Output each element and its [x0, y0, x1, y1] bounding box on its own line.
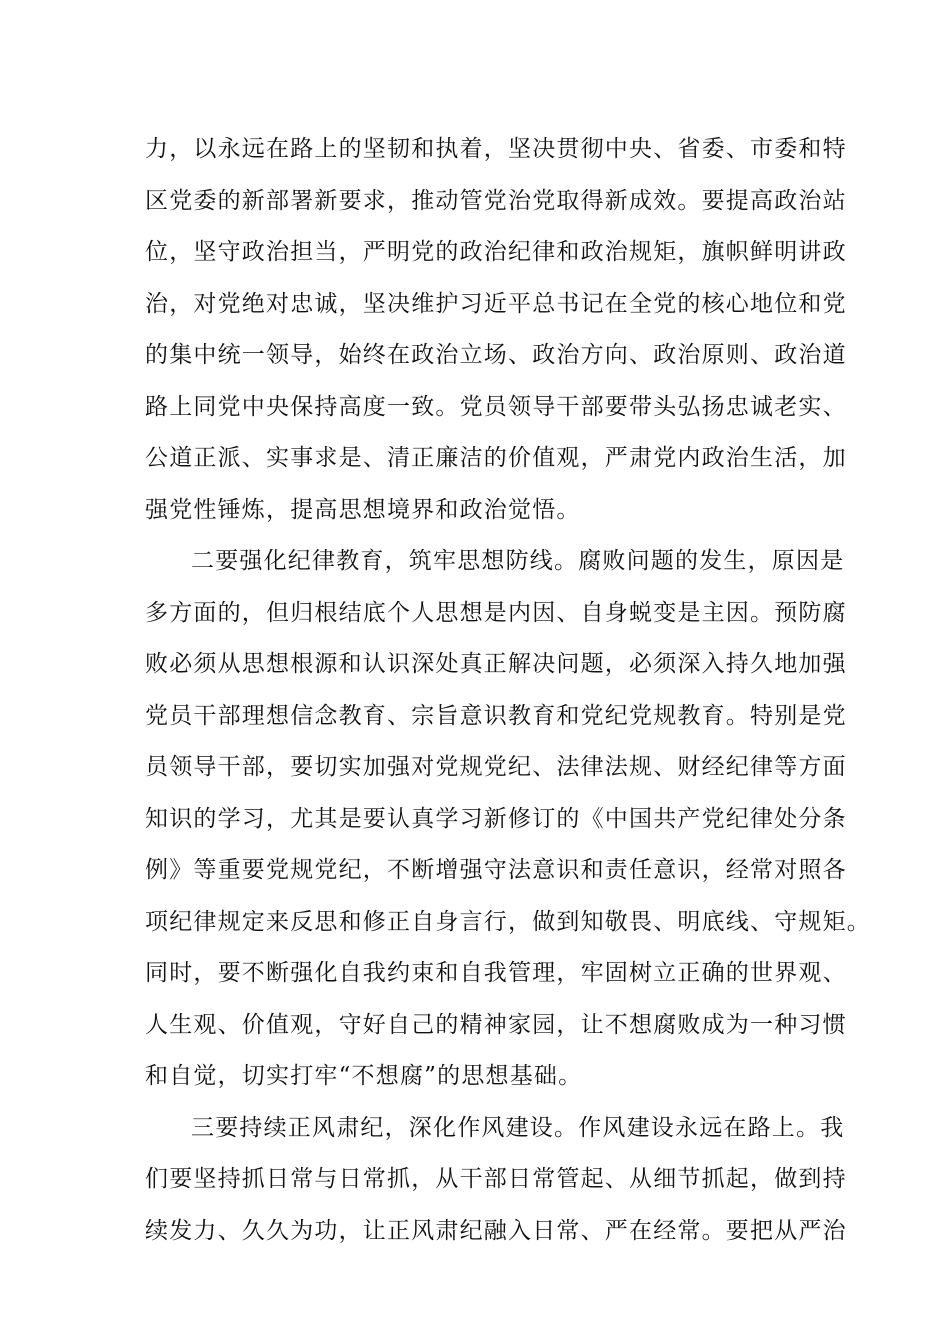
text-line: 公道正派、实事求是、清正廉洁的价值观，严肃党内政治生活，加 [145, 445, 847, 471]
text-line: 党员干部理想信念教育、宗旨意识教育和党纪党规教育。特别是党 [145, 702, 847, 729]
text-line: 路上同党中央保持高度一致。党员领导干部要带头弘扬忠诚老实、 [145, 393, 847, 420]
text-line: 力，以永远在路上的坚韧和执着，坚决贯彻中央、省委、市委和特 [145, 136, 847, 162]
text-line: 的集中统一领导，始终在政治立场、政治方向、政治原则、政治道 [145, 342, 847, 368]
text-line: 和自觉，切实打牢“不想腐”的思想基础。 [145, 1063, 583, 1089]
text-line: 治，对党绝对忠诚，坚决维护习近平总书记在全党的核心地位和党 [145, 290, 847, 317]
text-line: 项纪律规定来反思和修正自身言行，做到知敬畏、明底线、守规矩。 [145, 908, 871, 935]
paragraph [145, 536, 871, 1103]
text-line: 例》等重要党规党纪，不断增强守法意识和责任意识，经常对照各 [145, 857, 847, 883]
text-line: 三要持续正风肃纪，深化作风建设。作风建设永远在路上。我 [191, 1114, 845, 1141]
text-line: 人生观、价值观，守好自己的精神家园，让不想腐败成为一种习惯 [145, 1011, 847, 1038]
text-line: 同时，要不断强化自我约束和自我管理，牢固树立正确的世界观、 [145, 960, 847, 986]
text-line: 多方面的，但归根结底个人思想是内因、自身蜕变是主因。预防腐 [145, 599, 847, 626]
text-line: 员领导干部，要切实加强对党规党纪、法律法规、财经纪律等方面 [145, 754, 847, 780]
text-line: 区党委的新部署新要求，推动管党治党取得新成效。要提高政治站 [145, 187, 847, 214]
text-line: 败必须从思想根源和认识深处真正解决问题，必须深入持久地加强 [145, 651, 847, 677]
paragraph [145, 124, 847, 536]
text-line: 们要坚持抓日常与日常抓，从干部日常管起、从细节抓起，做到持 [145, 1166, 847, 1192]
text-line: 强党性锤炼，提高思想境界和政治觉悟。 [145, 496, 581, 523]
text-line: 续发力、久久为功，让正风肃纪融入日常、严在经常。要把从严治 [145, 1217, 847, 1244]
text-line: 二要强化纪律教育，筑牢思想防线。腐败问题的发生，原因是 [191, 548, 845, 574]
paragraph [145, 1103, 847, 1258]
text-line: 位，坚守政治担当，严明党的政治纪律和政治规矩，旗帜鲜明讲政 [145, 239, 847, 265]
body-text [145, 124, 871, 1257]
text-line: 知识的学习，尤其是要认真学习新修订的《中国共产党纪律处分条 [145, 805, 847, 832]
